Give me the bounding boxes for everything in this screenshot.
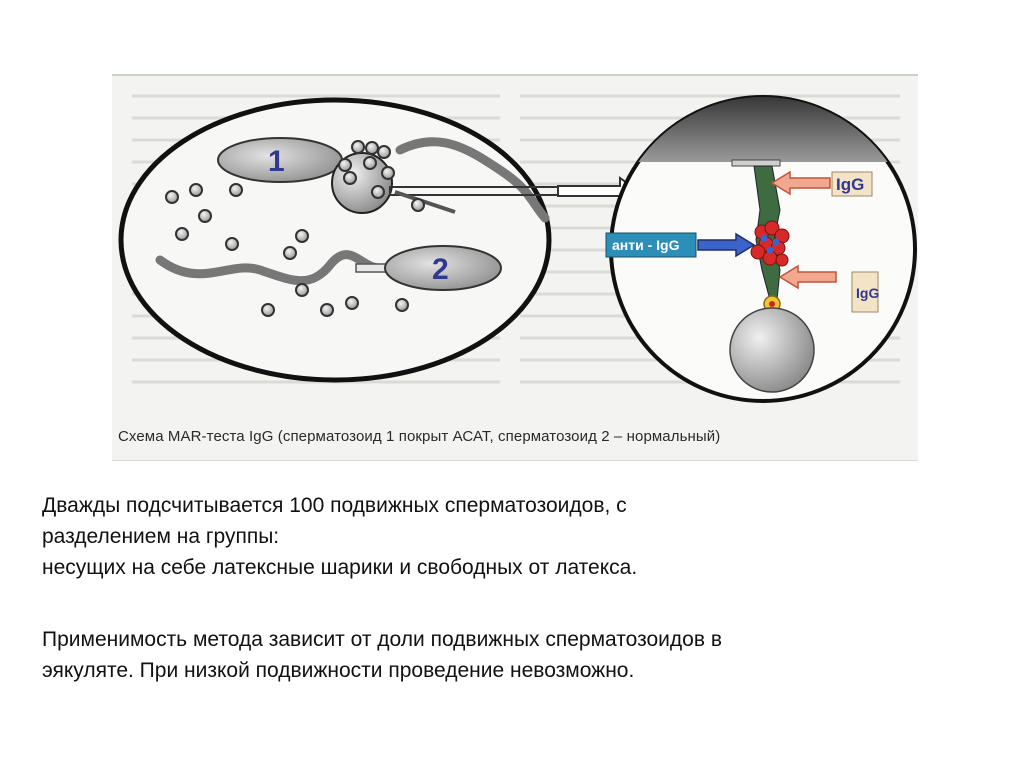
linker-dot-center [769,301,775,307]
paragraph-line: Применимость метода зависит от доли подвижных сперматозоидов в [42,628,722,651]
figure-caption: Схема MAR-теста IgG (сперматозоид 1 покрыт АСАТ, сперматозоид 2 – нормальный) [118,428,721,445]
membrane-antigen [732,160,780,166]
anti-igg-label: анти - IgG [612,237,680,253]
sperm-1-label: 1 [268,145,285,178]
paragraph-line: эякуляте. При низкой подвижности проведение невозможно. [42,659,635,682]
latex-bead-zoomed [730,308,814,392]
paragraph-line: разделением на группы: [42,525,280,548]
paragraph-line: несущих на себе латексные шарики и свободных от латекса. [42,556,638,579]
paragraph-line: Дважды подсчитывается 100 подвижных сперматозоидов, с [42,494,627,517]
igg-top-label: IgG [836,175,865,194]
paragraph-applicability [42,624,1002,686]
igg-bottom-label: IgG [856,285,880,301]
paragraph-counting [42,490,1002,583]
sperm-2-label: 2 [432,253,449,286]
sperm-2-midpiece [356,264,386,272]
